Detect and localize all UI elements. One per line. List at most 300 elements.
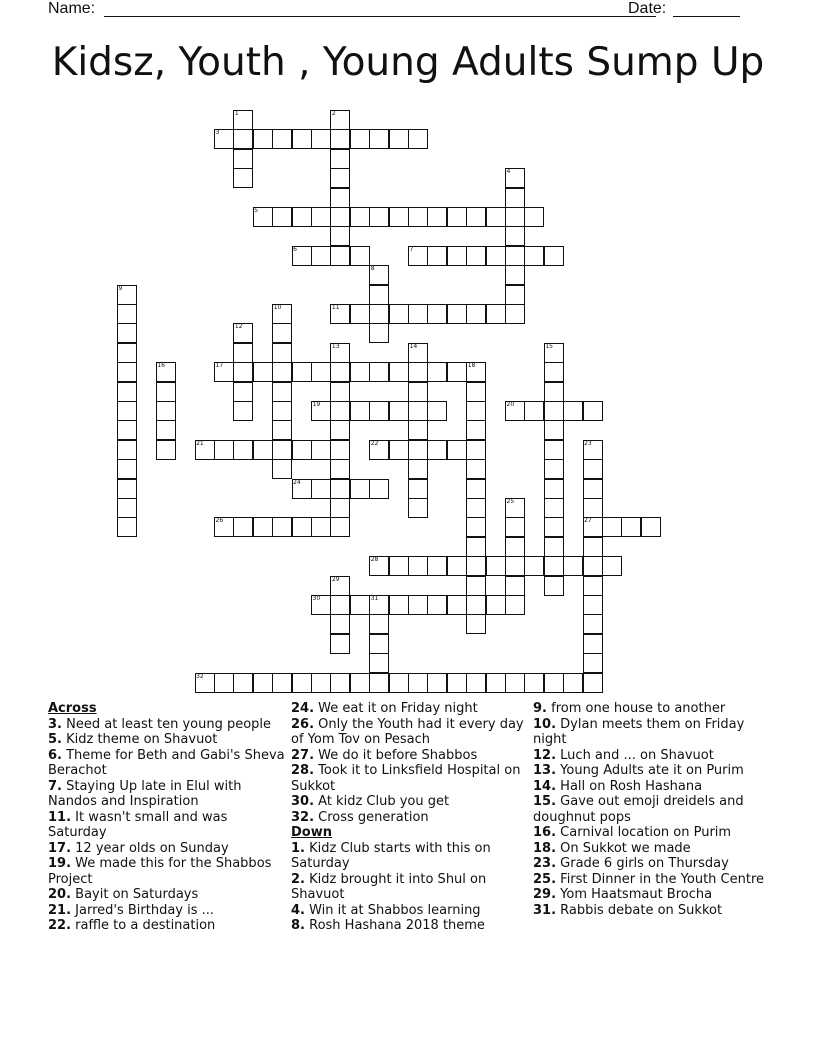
grid-cell[interactable] [330, 246, 350, 266]
across-header: Across [48, 701, 97, 716]
clue-item [48, 779, 288, 810]
grid-cell[interactable] [369, 129, 389, 149]
clue-number: 23 [584, 439, 592, 447]
clue-number-label: 8. [291, 918, 305, 933]
clue-item [291, 841, 531, 872]
clue-number-label: 24. [291, 701, 315, 716]
grid-cell[interactable] [350, 129, 370, 149]
grid-cell[interactable] [117, 517, 137, 537]
grid-cell[interactable] [583, 614, 603, 634]
grid-cell[interactable] [272, 673, 292, 693]
grid-cell[interactable] [583, 634, 603, 654]
grid-cell[interactable] [156, 401, 176, 421]
grid-cell[interactable] [427, 595, 447, 615]
clue-number-label: 7. [48, 778, 62, 794]
clue-number-label: 18. [533, 840, 557, 856]
grid-cell[interactable] [583, 401, 603, 421]
grid-cell[interactable] [117, 401, 137, 421]
grid-cell[interactable] [117, 479, 137, 499]
down-header: Down [291, 825, 332, 840]
grid-cell[interactable] [408, 498, 428, 518]
clue-item [48, 810, 288, 841]
grid-cell[interactable] [117, 323, 137, 343]
grid-cell[interactable] [389, 129, 409, 149]
grid-cell[interactable] [117, 343, 137, 363]
clue-number: 7 [409, 245, 414, 253]
grid-cell[interactable] [505, 595, 525, 615]
grid-cell[interactable] [233, 362, 253, 382]
grid-cell[interactable] [330, 420, 350, 440]
clue-number: 8 [370, 265, 375, 273]
grid-cell[interactable] [486, 595, 506, 615]
grid-cell[interactable] [292, 673, 312, 693]
grid-cell[interactable] [505, 285, 525, 305]
grid-cell[interactable] [389, 595, 409, 615]
grid-cell[interactable] [544, 537, 564, 557]
grid-cell[interactable] [369, 673, 389, 693]
grid-cell[interactable] [369, 479, 389, 499]
grid-cell[interactable] [544, 401, 564, 421]
grid-cell[interactable] [544, 420, 564, 440]
grid-cell[interactable] [330, 207, 350, 227]
grid-cell[interactable] [292, 207, 312, 227]
grid-cell[interactable] [311, 362, 331, 382]
grid-cell[interactable] [505, 556, 525, 576]
grid-cell[interactable] [408, 595, 428, 615]
grid-cell[interactable] [214, 673, 234, 693]
grid-cell[interactable] [330, 459, 350, 479]
grid-cell[interactable] [330, 188, 350, 208]
clue-item [533, 748, 773, 764]
grid-cell[interactable] [544, 673, 564, 693]
grid-cell[interactable] [466, 498, 486, 518]
grid-cell[interactable] [583, 576, 603, 596]
grid-cell[interactable] [408, 304, 428, 324]
grid-cell[interactable] [292, 517, 312, 537]
clue-number-label: 4. [291, 902, 305, 918]
clue-text: Rosh Hashana 2018 theme [304, 918, 485, 933]
grid-cell[interactable] [427, 207, 447, 227]
grid-cell[interactable] [253, 517, 273, 537]
clue-number-label: 1. [291, 840, 305, 856]
grid-cell[interactable] [486, 304, 506, 324]
grid-cell[interactable] [583, 459, 603, 479]
grid-cell[interactable] [233, 673, 253, 693]
grid-cell[interactable] [117, 362, 137, 382]
grid-cell[interactable] [505, 576, 525, 596]
grid-cell[interactable] [505, 188, 525, 208]
grid-cell[interactable] [156, 420, 176, 440]
grid-cell[interactable] [544, 517, 564, 537]
grid-cell[interactable] [330, 595, 350, 615]
grid-cell[interactable] [369, 304, 389, 324]
grid-cell[interactable] [447, 362, 467, 382]
clue-number-label: 13. [533, 763, 557, 778]
grid-cell[interactable] [233, 401, 253, 421]
grid-cell[interactable] [524, 401, 544, 421]
grid-cell[interactable] [408, 129, 428, 149]
grid-cell[interactable] [505, 207, 525, 227]
clue-number-label: 32. [291, 809, 315, 825]
grid-cell[interactable] [447, 556, 467, 576]
grid-cell[interactable] [389, 556, 409, 576]
grid-cell[interactable] [311, 207, 331, 227]
grid-cell[interactable] [583, 595, 603, 615]
grid-cell[interactable] [466, 420, 486, 440]
clue-item [533, 856, 773, 872]
clue-item [291, 701, 531, 717]
grid-cell[interactable] [524, 556, 544, 576]
clue-number: 29 [331, 575, 340, 583]
grid-cell[interactable] [544, 459, 564, 479]
clue-number-label: 3. [48, 716, 62, 732]
grid-cell[interactable] [563, 673, 583, 693]
grid-cell[interactable] [330, 634, 350, 654]
grid-cell[interactable] [466, 556, 486, 576]
clue-number: 26 [215, 517, 224, 525]
clue-number-label: 31. [533, 902, 557, 918]
grid-cell[interactable] [311, 673, 331, 693]
grid-cell[interactable] [466, 595, 486, 615]
grid-cell[interactable] [330, 168, 350, 188]
clue-item [291, 872, 531, 903]
grid-cell[interactable] [544, 576, 564, 596]
grid-cell[interactable] [466, 459, 486, 479]
grid-cell[interactable] [621, 517, 641, 537]
clue-text: Yom Haatsmaut Brocha [556, 887, 713, 902]
clue-text: On Sukkot we made [556, 840, 691, 856]
grid-cell[interactable] [350, 479, 370, 499]
clue-text: Jarred's Birthday is ... [71, 902, 215, 918]
grid-cell[interactable] [427, 246, 447, 266]
clue-text: We do it before Shabbos [314, 747, 478, 763]
grid-cell[interactable] [272, 323, 292, 343]
clue-text: Cross generation [314, 809, 429, 825]
clue-item [48, 887, 288, 903]
grid-cell[interactable] [330, 440, 350, 460]
grid-cell[interactable] [389, 304, 409, 324]
clue-item [533, 717, 773, 748]
grid-cell[interactable] [505, 673, 525, 693]
clue-text: Bayit on Saturdays [71, 887, 199, 902]
grid-cell[interactable] [311, 479, 331, 499]
grid-cell[interactable] [369, 634, 389, 654]
grid-cell[interactable] [583, 498, 603, 518]
clue-number-label: 14. [533, 778, 557, 794]
grid-cell[interactable] [369, 614, 389, 634]
grid-cell[interactable] [369, 653, 389, 673]
clue-item [533, 825, 773, 841]
clue-text: Dylan meets them on Friday night [533, 716, 745, 747]
clue-number: 12 [234, 323, 243, 331]
clue-number: 1 [234, 110, 239, 117]
clue-number: 5 [254, 207, 259, 214]
grid-cell[interactable] [272, 382, 292, 402]
date-label: Date: [628, 0, 667, 17]
grid-cell[interactable] [544, 382, 564, 402]
grid-cell[interactable] [466, 246, 486, 266]
clue-text: It wasn't small and was Saturday [48, 809, 228, 840]
grid-cell[interactable] [408, 556, 428, 576]
grid-cell[interactable] [311, 129, 331, 149]
clue-item [291, 748, 531, 764]
grid-cell[interactable] [466, 614, 486, 634]
grid-cell[interactable] [427, 304, 447, 324]
grid-cell[interactable] [117, 382, 137, 402]
grid-cell[interactable] [253, 362, 273, 382]
clue-item [48, 748, 288, 779]
grid-cell[interactable] [583, 556, 603, 576]
grid-cell[interactable] [486, 207, 506, 227]
grid-cell[interactable] [447, 673, 467, 693]
grid-cell[interactable] [369, 207, 389, 227]
clue-number-label: 19. [48, 856, 72, 871]
grid-cell[interactable] [505, 304, 525, 324]
grid-cell[interactable] [117, 440, 137, 460]
clue-number: 9 [118, 284, 123, 292]
grid-cell[interactable] [466, 673, 486, 693]
grid-cell[interactable] [486, 673, 506, 693]
clue-number-label: 2. [291, 871, 305, 887]
grid-cell[interactable] [233, 129, 253, 149]
page-title: Kidsz, Youth , Young Adults Sump Up [51, 40, 765, 85]
grid-cell[interactable] [466, 207, 486, 227]
clue-item [291, 918, 531, 934]
grid-cell[interactable] [524, 246, 544, 266]
clue-text: Need at least ten young people [61, 716, 272, 732]
grid-cell[interactable] [602, 517, 622, 537]
grid-cell[interactable] [369, 401, 389, 421]
grid-cell[interactable] [272, 459, 292, 479]
grid-cell[interactable] [369, 285, 389, 305]
grid-cell[interactable] [117, 459, 137, 479]
clue-text: Grade 6 girls on Thursday [556, 856, 729, 871]
grid-cell[interactable] [602, 556, 622, 576]
grid-cell[interactable] [311, 246, 331, 266]
grid-cell[interactable] [272, 420, 292, 440]
grid-cell[interactable] [583, 673, 603, 693]
clue-number-label: 11. [48, 809, 72, 825]
grid-cell[interactable] [350, 595, 370, 615]
grid-cell[interactable] [330, 149, 350, 169]
grid-cell[interactable] [233, 440, 253, 460]
clue-number: 22 [370, 439, 379, 447]
grid-cell[interactable] [505, 517, 525, 537]
grid-cell[interactable] [369, 323, 389, 343]
grid-cell[interactable] [389, 401, 409, 421]
grid-cell[interactable] [466, 537, 486, 557]
clue-number-label: 6. [48, 747, 62, 763]
grid-cell[interactable] [447, 440, 467, 460]
clue-item [48, 717, 288, 733]
grid-cell[interactable] [466, 576, 486, 596]
grid-cell[interactable] [272, 343, 292, 363]
clue-number: 2 [331, 110, 336, 117]
grid-cell[interactable] [447, 207, 467, 227]
clue-text: Kidz Club starts with this on Saturday [291, 840, 491, 871]
grid-cell[interactable] [330, 226, 350, 246]
grid-cell[interactable] [389, 440, 409, 460]
clue-number-label: 15. [533, 794, 557, 809]
grid-cell[interactable] [330, 382, 350, 402]
grid-cell[interactable] [117, 420, 137, 440]
clue-item [291, 903, 531, 919]
grid-cell[interactable] [389, 207, 409, 227]
grid-cell[interactable] [389, 673, 409, 693]
clue-item [533, 841, 773, 857]
grid-cell[interactable] [466, 401, 486, 421]
grid-cell[interactable] [214, 440, 234, 460]
grid-cell[interactable] [369, 362, 389, 382]
clue-number: 30 [312, 595, 321, 602]
grid-cell[interactable] [641, 517, 661, 537]
grid-cell[interactable] [272, 517, 292, 537]
grid-cell[interactable] [292, 129, 312, 149]
grid-cell[interactable] [350, 246, 370, 266]
clue-item [533, 763, 773, 779]
grid-cell[interactable] [253, 440, 273, 460]
grid-cell[interactable] [466, 440, 486, 460]
clue-text: First Dinner in the Youth Centre [556, 871, 765, 887]
clue-number-label: 27. [291, 747, 315, 763]
clue-item [48, 903, 288, 919]
grid-cell[interactable] [311, 517, 331, 537]
grid-cell[interactable] [408, 440, 428, 460]
grid-cell[interactable] [408, 459, 428, 479]
grid-cell[interactable] [330, 614, 350, 634]
grid-cell[interactable] [272, 362, 292, 382]
clue-item [291, 763, 531, 794]
grid-cell[interactable] [233, 343, 253, 363]
grid-cell[interactable] [330, 129, 350, 149]
clue-text: Took it to Linksfield Hospital on Sukkot [291, 763, 521, 794]
grid-cell[interactable] [466, 479, 486, 499]
grid-cell[interactable] [330, 479, 350, 499]
grid-cell[interactable] [311, 440, 331, 460]
grid-cell[interactable] [408, 362, 428, 382]
grid-cell[interactable] [544, 440, 564, 460]
clue-number-label: 29. [533, 887, 557, 902]
clue-number-label: 30. [291, 794, 315, 809]
grid-cell[interactable] [408, 382, 428, 402]
grid-cell[interactable] [505, 226, 525, 246]
clue-number: 4 [506, 168, 511, 176]
grid-cell[interactable] [117, 304, 137, 324]
clue-item [533, 887, 773, 903]
grid-cell[interactable] [486, 246, 506, 266]
clue-number-label: 25. [533, 871, 557, 887]
grid-cell[interactable] [505, 265, 525, 285]
grid-cell[interactable] [544, 246, 564, 266]
grid-cell[interactable] [330, 401, 350, 421]
grid-cell[interactable] [292, 440, 312, 460]
grid-cell[interactable] [447, 246, 467, 266]
grid-cell[interactable] [563, 556, 583, 576]
grid-cell[interactable] [583, 537, 603, 557]
grid-cell[interactable] [350, 304, 370, 324]
grid-cell[interactable] [330, 517, 350, 537]
grid-cell[interactable] [524, 673, 544, 693]
grid-cell[interactable] [389, 362, 409, 382]
clue-number-label: 21. [48, 902, 72, 918]
grid-cell[interactable] [544, 556, 564, 576]
grid-cell[interactable] [233, 168, 253, 188]
grid-cell[interactable] [330, 498, 350, 518]
clue-number: 20 [506, 401, 515, 408]
grid-cell[interactable] [427, 556, 447, 576]
grid-cell[interactable] [350, 362, 370, 382]
grid-cell[interactable] [233, 517, 253, 537]
grid-cell[interactable] [505, 246, 525, 266]
grid-cell[interactable] [272, 401, 292, 421]
clue-number: 27 [584, 517, 592, 525]
grid-cell[interactable] [583, 653, 603, 673]
grid-cell[interactable] [427, 401, 447, 421]
clue-number-label: 26. [291, 716, 315, 732]
clue-number: 3 [215, 129, 220, 137]
clue-item [291, 717, 531, 748]
grid-cell[interactable] [330, 362, 350, 382]
clue-number-label: 22. [48, 918, 72, 933]
clue-text: Hall on Rosh Hashana [556, 778, 703, 794]
grid-cell[interactable] [466, 304, 486, 324]
clue-number: 10 [273, 304, 282, 311]
clue-text: Rabbis debate on Sukkot [556, 902, 723, 918]
grid-cell[interactable] [350, 401, 370, 421]
clue-number-label: 20. [48, 887, 72, 902]
grid-cell[interactable] [544, 362, 564, 382]
grid-cell[interactable] [408, 401, 428, 421]
grid-cell[interactable] [466, 517, 486, 537]
grid-cell[interactable] [292, 362, 312, 382]
grid-cell[interactable] [408, 207, 428, 227]
grid-cell[interactable] [272, 129, 292, 149]
grid-cell[interactable] [156, 382, 176, 402]
grid-cell[interactable] [544, 498, 564, 518]
clue-item [48, 841, 288, 857]
clue-text: Kidz brought it into Shul on Shavuot [291, 871, 487, 902]
grid-cell[interactable] [408, 479, 428, 499]
grid-cell[interactable] [408, 420, 428, 440]
grid-cell[interactable] [156, 440, 176, 460]
grid-cell[interactable] [544, 479, 564, 499]
grid-cell[interactable] [272, 440, 292, 460]
grid-cell[interactable] [447, 304, 467, 324]
clue-text: Kidz theme on Shavuot [61, 732, 218, 747]
clue-number: 15 [545, 342, 553, 350]
grid-cell[interactable] [233, 149, 253, 169]
grid-cell[interactable] [350, 673, 370, 693]
grid-cell[interactable] [466, 382, 486, 402]
grid-cell[interactable] [524, 207, 544, 227]
grid-cell[interactable] [583, 479, 603, 499]
grid-cell[interactable] [117, 498, 137, 518]
grid-cell[interactable] [563, 401, 583, 421]
grid-cell[interactable] [427, 440, 447, 460]
grid-cell[interactable] [486, 556, 506, 576]
grid-cell[interactable] [505, 537, 525, 557]
grid-cell[interactable] [253, 129, 273, 149]
grid-cell[interactable] [233, 382, 253, 402]
grid-cell[interactable] [350, 207, 370, 227]
grid-cell[interactable] [253, 673, 273, 693]
grid-cell[interactable] [408, 673, 428, 693]
grid-cell[interactable] [447, 595, 467, 615]
grid-cell[interactable] [272, 207, 292, 227]
grid-cell[interactable] [427, 673, 447, 693]
grid-cell[interactable] [330, 673, 350, 693]
grid-cell[interactable] [427, 362, 447, 382]
